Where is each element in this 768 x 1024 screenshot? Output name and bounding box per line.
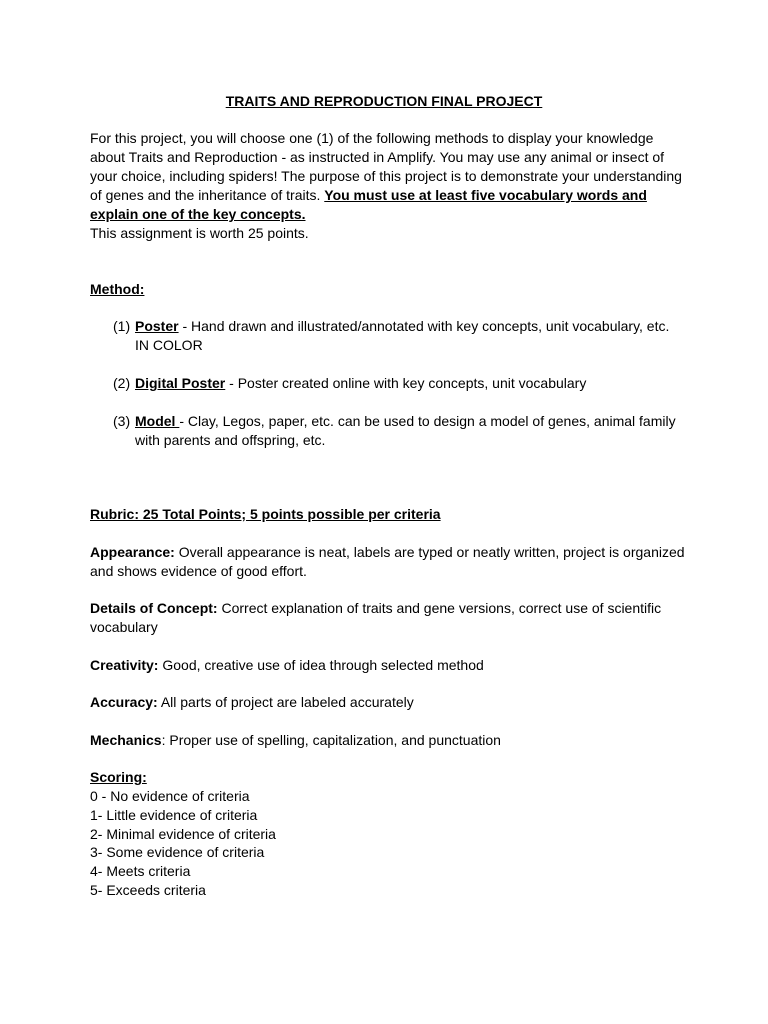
rubric-criterion-accuracy	[90, 693, 690, 712]
intro-text: For this project, you will choose one (1) of the following methods to display your knowledge about Traits and Reproduction - as instructed in Amplify. You may use any animal or insect of your choice, including spiders! The purpose of this project is to demonstrate your understanding of genes and the inheritance of traits.	[90, 130, 682, 203]
criterion-text: All parts of project are labeled accurately	[157, 694, 414, 710]
scoring-level: 2- Minimal evidence of criteria	[90, 825, 276, 842]
intro-emphasis: You must use at least five vocabulary words and explain one of the key concepts.	[90, 187, 647, 222]
rubric-heading: Rubric: 25 Total Points; 5 points possible per criteria	[90, 506, 441, 522]
criterion-label: Mechanics	[90, 732, 162, 748]
scoring-level: 1- Little evidence of criteria	[90, 806, 258, 823]
method-item-model	[113, 412, 683, 450]
criterion-label: Appearance:	[90, 544, 175, 560]
criterion-text: Good, creative use of idea through selected method	[158, 657, 484, 673]
criterion-text: : Proper use of spelling, capitalization, and punctuation	[161, 732, 501, 748]
criterion-text: Correct explanation of traits and gene versions, correct use of scientific vocabulary	[90, 600, 662, 635]
criterion-label: Accuracy:	[90, 694, 158, 710]
method-item-number: (3)	[113, 413, 131, 429]
criterion-text: Overall appearance is neat, labels are typed or neatly written, project is organized and shows evidence of good effort.	[90, 544, 685, 579]
rubric-criterion-details	[90, 599, 690, 637]
method-heading: Method:	[90, 281, 145, 297]
method-item-description: - Poster created online with key concepts, unit vocabulary	[225, 375, 587, 391]
rubric-criterion-creativity	[90, 656, 690, 675]
scoring-level: 4- Meets criteria	[90, 863, 191, 880]
method-item-name: Model	[135, 413, 180, 429]
scoring-level: 3- Some evidence of criteria	[90, 844, 265, 861]
method-item-number: (1)	[113, 318, 131, 334]
method-item-digital-poster	[113, 374, 683, 393]
criterion-label: Details of Concept:	[90, 600, 218, 616]
method-item-name: Digital Poster	[135, 375, 226, 391]
method-item-description: - Hand drawn and illustrated/annotated with key concepts, unit vocabulary, etc. IN COLOR	[135, 318, 670, 353]
method-item-name: Poster	[135, 318, 179, 334]
document-title: TRAITS AND REPRODUCTION FINAL PROJECT	[225, 93, 543, 109]
method-item-poster	[113, 317, 683, 355]
intro-paragraph	[90, 129, 690, 243]
scoring-heading: Scoring:	[90, 769, 147, 785]
method-item-number: (2)	[113, 375, 131, 391]
points-line: This assignment is worth 25 points.	[90, 225, 309, 241]
criterion-label: Creativity:	[90, 657, 159, 673]
rubric-criterion-appearance	[90, 543, 690, 581]
method-item-description: - Clay, Legos, paper, etc. can be used to design a model of genes, animal family with parents and offspring, etc.	[135, 413, 676, 448]
scoring-level: 0 - No evidence of criteria	[90, 788, 250, 804]
scoring-section	[90, 768, 690, 900]
rubric-criterion-mechanics	[90, 731, 690, 750]
scoring-level: 5- Exceeds criteria	[90, 881, 206, 898]
